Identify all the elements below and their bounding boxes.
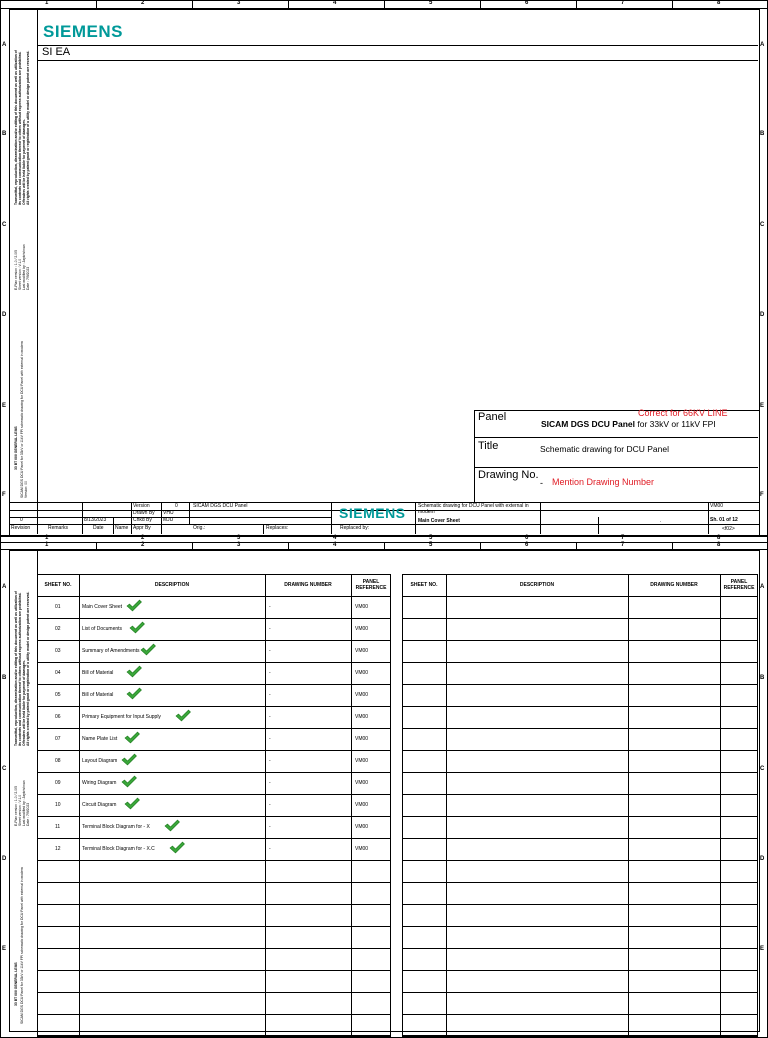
table-row-line[interactable] [402, 948, 758, 949]
header-code: SI EA [42, 46, 71, 58]
drawing-note: Mention Drawing Number [552, 477, 655, 487]
table-row[interactable] [37, 772, 391, 794]
siemens-logo: SIEMENS [43, 22, 124, 41]
column-tick[interactable] [672, 0, 673, 8]
table-row-line[interactable] [37, 926, 391, 927]
table-row-line[interactable] [402, 750, 758, 751]
column-number[interactable]: 6 [525, 535, 529, 541]
drawing-number[interactable]: - [269, 692, 271, 698]
table-row-line[interactable] [402, 1036, 758, 1037]
row-letter[interactable]: B [2, 131, 7, 137]
table-row-line[interactable] [402, 838, 758, 839]
table-row[interactable] [37, 816, 391, 838]
row-letter[interactable]: B [760, 131, 765, 137]
column-number[interactable]: 1 [45, 535, 49, 541]
panel-reference[interactable]: VM00 [355, 670, 369, 676]
column-tick[interactable] [672, 542, 673, 550]
table-row[interactable] [37, 838, 391, 860]
row-letter[interactable]: E [2, 403, 7, 409]
table-row-line[interactable] [402, 816, 758, 817]
drawing-number[interactable]: - [269, 846, 271, 852]
table-row-line[interactable] [402, 684, 758, 685]
row-letter[interactable]: A [2, 584, 7, 590]
panel-reference[interactable]: VM00 [355, 736, 369, 742]
table-col-line[interactable] [446, 574, 447, 1036]
drawing-number[interactable]: - [269, 714, 271, 720]
checkmark-icon[interactable] [169, 841, 185, 854]
table-row-line[interactable] [402, 618, 758, 619]
sheet-number[interactable]: 07 [55, 736, 61, 742]
checkmark-icon[interactable] [175, 709, 191, 722]
sheet-description[interactable]: Bill of Material [82, 692, 114, 698]
table-row-line[interactable] [402, 794, 758, 795]
sheet-number[interactable]: 11 [55, 824, 61, 830]
column-number[interactable]: 4 [333, 542, 337, 548]
column-number[interactable]: 2 [141, 0, 145, 6]
sheet-number[interactable]: 02 [55, 626, 61, 632]
column-number[interactable]: 5 [429, 0, 433, 6]
checkmark-icon[interactable] [121, 775, 137, 788]
column-number[interactable]: 7 [621, 535, 625, 541]
row-letter[interactable]: C [760, 222, 765, 228]
column-number[interactable]: 3 [237, 535, 241, 541]
table-header-panel-reference[interactable]: PANEL REFERENCE [355, 579, 387, 591]
checkmark-icon[interactable] [140, 643, 156, 656]
table-header-description[interactable]: DESCRIPTION [519, 582, 555, 588]
sheet-number[interactable]: 09 [55, 780, 61, 786]
sheet-number[interactable]: 03 [55, 648, 61, 654]
sheet-description[interactable]: Name Plate List [82, 736, 118, 742]
panel-note: Correct for 66KV LINE [638, 408, 728, 418]
table-row-line[interactable] [37, 1014, 391, 1015]
panel-reference[interactable]: VM00 [355, 714, 369, 720]
table-row-line[interactable] [402, 860, 758, 861]
column-number[interactable]: 4 [333, 0, 337, 6]
table-row-line[interactable] [402, 992, 758, 993]
sheet-description[interactable]: Primary Equipment for Input Supply [82, 714, 161, 720]
row-letter[interactable]: D [760, 312, 765, 318]
drawing-number[interactable]: - [269, 780, 271, 786]
sheet-number[interactable]: 06 [55, 714, 61, 720]
table-header-line[interactable] [402, 596, 758, 597]
table-row[interactable] [37, 794, 391, 816]
column-tick[interactable] [96, 542, 97, 550]
row-letter[interactable]: A [760, 584, 765, 590]
checkmark-icon[interactable] [129, 621, 145, 634]
checkmark-icon[interactable] [124, 731, 140, 744]
row-letter[interactable]: A [2, 42, 7, 48]
sheet-1: 1 1 2 2 3 3 4 4 5 5 6 6 7 7 8 8 A A B B C C D D E E F F Transmittal, reproduction, dissemination and/or editing of this document as well as utilization of its contents and communication thereof to others without express authorization are prohibited. Offenders will be held liable for payment of damages. All rights created by patent grant or registration of a utility model or design patent are reserved. E-Plan version : 1.0 / 2.0/5 Sheet version : V.1.0 Last modified by : Jaykrishnan Date : 7/9/2023 SICAM DGS DCU Panel for 33kV or 11kV FPI schematic drawing for DCU Panel with external in modem Version: 00 33 BT 000 GENERAL LEMS SIEMENS SI EA Panel Correct for 66KV LINE SICAM DGS DCU Panel for 33kV or 11kV FPI Title Schematic drawing for DCU Panel Drawing No. - Mention Drawing Number Version 0 SICAM DGS DCU Panel Drawn By VHU Chkd By MJU 0 8/13/2023 Revision Remarks Date Name Appr By Orig.: Replaces: Replaced by: SIEMENS Schematic drawing for DCU Panel with external in modem Main Cover Sheet VM00 . Sh. 01 of 12 <f02> [0, 0, 768, 536]
sheet-number[interactable]: 01 [55, 604, 61, 610]
row-letter[interactable]: C [760, 766, 765, 772]
drawing-label: Drawing No. [478, 469, 539, 481]
checkmark-icon[interactable] [124, 797, 140, 810]
table-row[interactable] [37, 618, 391, 640]
column-number[interactable]: 1 [45, 0, 49, 6]
panel-reference[interactable]: VM00 [355, 604, 369, 610]
sheet-description[interactable]: Summary of Amendments [82, 648, 140, 654]
column-tick[interactable] [288, 0, 289, 8]
column-tick[interactable] [384, 0, 385, 8]
column-tick[interactable] [384, 542, 385, 550]
checkmark-icon[interactable] [121, 753, 137, 766]
table-row[interactable] [37, 662, 391, 684]
table-row[interactable] [37, 728, 391, 750]
documents-table-right [402, 574, 758, 1034]
column-tick[interactable] [96, 0, 97, 8]
table-row-line[interactable] [402, 970, 758, 971]
panel-reference[interactable]: VM00 [355, 648, 369, 654]
panel-reference[interactable]: VM00 [355, 780, 369, 786]
row-letter[interactable]: E [760, 946, 765, 952]
sheet-description[interactable]: Layout Diagram [82, 758, 118, 764]
row-letter[interactable]: C [2, 222, 7, 228]
sheet-description[interactable]: Main Cover Sheet [82, 604, 123, 610]
column-number[interactable]: 3 [237, 542, 241, 548]
table-header-description[interactable]: DESCRIPTION [154, 582, 190, 588]
checkmark-icon[interactable] [126, 687, 142, 700]
sheet-number[interactable]: 08 [55, 758, 61, 764]
row-letter[interactable]: F [760, 492, 764, 498]
row-letter[interactable]: D [2, 856, 7, 862]
table-header-drawing-number[interactable]: DRAWING NUMBER [650, 582, 698, 588]
sheet-number[interactable]: 04 [55, 670, 61, 676]
column-tick[interactable] [192, 542, 193, 550]
row-letter[interactable]: F [2, 492, 6, 498]
column-number[interactable]: 3 [237, 0, 241, 6]
table-border[interactable] [402, 574, 758, 1036]
row-letter[interactable]: A [760, 42, 765, 48]
table-row-line[interactable] [37, 1036, 391, 1037]
table-row-line[interactable] [402, 926, 758, 927]
column-tick[interactable] [192, 0, 193, 8]
table-row-line[interactable] [402, 640, 758, 641]
column-number[interactable]: 5 [429, 535, 433, 541]
table-row-line[interactable] [402, 662, 758, 663]
table-row-line[interactable] [37, 904, 391, 905]
table-col-line[interactable] [628, 574, 629, 1036]
panel-reference[interactable]: VM00 [355, 758, 369, 764]
table-header-sheet-no[interactable]: SHEET NO. [44, 582, 72, 588]
sheet-number[interactable]: 10 [55, 802, 61, 808]
sheet-description[interactable]: Wiring Diagram [82, 780, 117, 786]
column-tick[interactable] [480, 542, 481, 550]
checkmark-icon[interactable] [126, 665, 142, 678]
column-number[interactable]: 8 [717, 542, 721, 548]
table-row[interactable] [37, 684, 391, 706]
sheet-description[interactable]: List of Documents [82, 626, 123, 632]
table-row-line[interactable] [402, 706, 758, 707]
column-tick[interactable] [576, 0, 577, 8]
table-row-line[interactable] [37, 860, 391, 861]
table-row[interactable] [37, 750, 391, 772]
panel-label: Panel [478, 411, 507, 423]
panel-reference[interactable]: VM00 [355, 802, 369, 808]
drawing-number[interactable]: - [269, 648, 271, 654]
table-row-line[interactable] [402, 904, 758, 905]
panel-reference[interactable]: VM00 [355, 846, 369, 852]
title-label: Title [478, 440, 499, 452]
column-number[interactable]: 2 [141, 542, 145, 548]
column-number[interactable]: 1 [45, 542, 49, 548]
panel-value: SICAM DGS DCU Panel for 33kV or 11kV FPI [541, 419, 716, 429]
column-number[interactable]: 6 [525, 542, 529, 548]
documents-table-left [37, 574, 392, 1034]
row-letter[interactable]: E [2, 946, 7, 952]
column-number[interactable]: 7 [621, 542, 625, 548]
panel-reference[interactable]: VM00 [355, 626, 369, 632]
row-letter[interactable]: C [2, 766, 7, 772]
table-row[interactable] [37, 640, 391, 662]
row-letter[interactable]: D [2, 312, 7, 318]
table-header-panel-reference[interactable]: PANEL REFERENCE [723, 579, 755, 591]
column-tick[interactable] [576, 542, 577, 550]
sheet-number[interactable]: 05 [55, 692, 61, 698]
column-tick[interactable] [480, 0, 481, 8]
siemens-logo-titleblock: SIEMENS [339, 505, 406, 521]
column-number[interactable]: 8 [717, 535, 721, 541]
sheet-description[interactable]: Terminal Block Diagram for - X.C [82, 846, 155, 852]
column-number[interactable]: 8 [717, 0, 721, 6]
panel-reference[interactable]: VM00 [355, 824, 369, 830]
drawing-number[interactable]: - [269, 802, 271, 808]
sheet-description[interactable]: Terminal Block Diagram for - X [82, 824, 150, 830]
drawing-number[interactable]: - [269, 758, 271, 764]
table-row-line[interactable] [402, 772, 758, 773]
drawing-dash: - [540, 478, 543, 488]
sheet-2: 1 2 3 4 5 6 7 8 A A B B C C D D E E Transmittal, reproduction, dissemination and/or editing of this document as well as utilization of its contents and communication thereof to others without express authorization are prohibited. Offenders will be held liable for payment of damages. All rights created by patent grant or registration of a utility model or design patent are reserved. E-Plan version : 1.0 / 2.0/5 Sheet version : V.1.0 Last modified by : Jaykrishnan Date : 7/9/2023 SICAM DGS DCU Panel for 33kV or 11kV FPI schematic drawing for DCU Panel with external in modem 33 BT 000 GENERAL LEMS SHEET NO. DESCRIPTION DRAWING NUMBER PANEL REFERENCE 01 Main Cover Sheet - VM00 02 List of Documents - VM00 03 Summary of Amendments - VM00 04 Bill of Material - VM00 05 Bill of Material - VM00 06 Primary Equipment for Input Supply - VM00 07 Name Plate List - VM00 08 Layout Diagram - VM00 09 Wiring Diagram - VM00 10 Circuit Diagram - VM00 11 Terminal Block Diagram for - X - VM00 12 Terminal Block Diagram for - X.C - VM00 SHEET NO. DESCRIPTION DRAWING NUMBER PANEL REFERENCE [0, 536, 768, 1024]
row-letter[interactable]: B [760, 675, 765, 681]
row-letter[interactable]: E [760, 403, 765, 409]
column-number[interactable]: 2 [141, 535, 145, 541]
panel-reference[interactable]: VM00 [355, 692, 369, 698]
table-row[interactable] [37, 706, 391, 728]
drawing-number[interactable]: - [269, 736, 271, 742]
drawing-number[interactable]: - [269, 626, 271, 632]
title-value: Schematic drawing for DCU Panel [540, 444, 669, 454]
checkmark-icon[interactable] [126, 599, 142, 612]
table-row-line[interactable] [402, 1014, 758, 1015]
table-col-line[interactable] [720, 574, 721, 1036]
table-row-line[interactable] [402, 728, 758, 729]
column-number[interactable]: 5 [429, 542, 433, 548]
table-row-line[interactable] [37, 882, 391, 883]
column-tick[interactable] [288, 542, 289, 550]
sheet-description[interactable]: Bill of Material [82, 670, 114, 676]
column-number[interactable]: 4 [333, 535, 337, 541]
row-letter[interactable]: B [2, 675, 7, 681]
column-number[interactable]: 7 [621, 0, 625, 6]
checkmark-icon[interactable] [164, 819, 180, 832]
table-header-drawing-number[interactable]: DRAWING NUMBER [284, 582, 332, 588]
drawing-number[interactable]: - [269, 824, 271, 830]
drawing-number[interactable]: - [269, 670, 271, 676]
table-row[interactable] [37, 596, 391, 618]
table-row-line[interactable] [37, 992, 391, 993]
table-row-line[interactable] [37, 970, 391, 971]
drawing-number[interactable]: - [269, 604, 271, 610]
sheet-description[interactable]: Circuit Diagram [82, 802, 117, 808]
table-row-line[interactable] [402, 882, 758, 883]
table-header-sheet-no[interactable]: SHEET NO. [410, 582, 438, 588]
column-number[interactable]: 6 [525, 0, 529, 6]
table-row-line[interactable] [37, 948, 391, 949]
row-letter[interactable]: D [760, 856, 765, 862]
sheet-number[interactable]: 12 [55, 846, 61, 852]
